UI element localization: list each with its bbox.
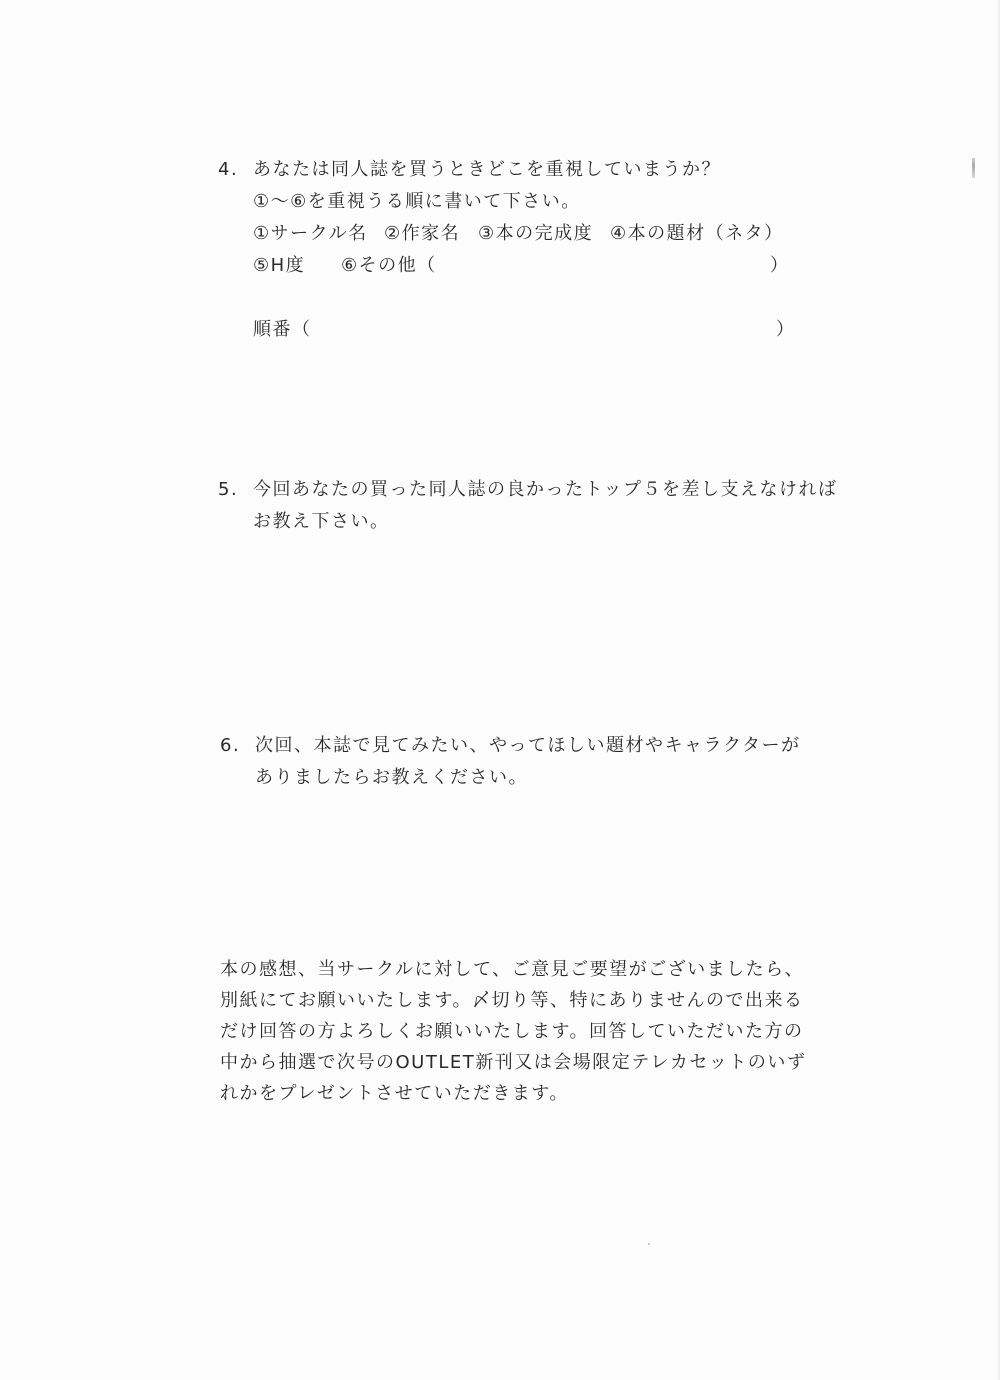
q5-number: 5. (218, 479, 239, 500)
q6-line-1: 次回、本誌で見てみたい、やってほしい題材やキャラクターが (255, 735, 801, 756)
closing-line-1: 本の感想、当サークルに対して、ご意見ご要望がございましたら、 (220, 959, 805, 980)
q4-order-close: ） (776, 319, 796, 340)
q5-line-2: お教え下さい。 (253, 511, 390, 532)
q4-instruction: ①～⑥を重視うる順に書いて下さい。 (253, 191, 581, 212)
q6-number: 6. (220, 735, 241, 756)
closing-line-2: 別紙にてお願いいたします。〆切り等、特にありませんので出来る (220, 990, 804, 1011)
q4-question: あなたは同人誌を買うときどこを重視していまうか？ (253, 159, 721, 180)
q4-option-1: ①サークル名 (253, 223, 368, 244)
q4-order-label: 順番（ (253, 319, 312, 340)
scan-artifact-dot (648, 1243, 650, 1245)
q4-number: 4. (218, 159, 239, 180)
q4-option-6: ⑥その他（ (341, 255, 437, 276)
closing-line-4: 中から抽選で次号のOUTLET新刊又は会場限定テレカセットのいず (220, 1052, 807, 1073)
q6-line-2: ありましたらお教えください。 (255, 767, 528, 788)
closing-line-5: れかをプレゼントさせていただきます。 (220, 1083, 569, 1104)
q4-option-4: ④本の題材（ネタ） (610, 223, 784, 244)
q4-option-2: ②作家名 (384, 223, 461, 244)
page-edge-shadow (996, 0, 1000, 1380)
q4-option-6-close: ） (770, 255, 790, 276)
q4-option-5: ⑤H度 (253, 255, 306, 276)
q5-line-1: 今回あなたの買った同人誌の良かったトップ５を差し支えなければ (253, 479, 838, 500)
q4-option-3: ③本の完成度 (478, 223, 594, 244)
scan-artifact-mark (972, 158, 975, 178)
closing-line-3: だけ回答の方よろしくお願いいたします。回答していただいた方の (220, 1021, 804, 1042)
